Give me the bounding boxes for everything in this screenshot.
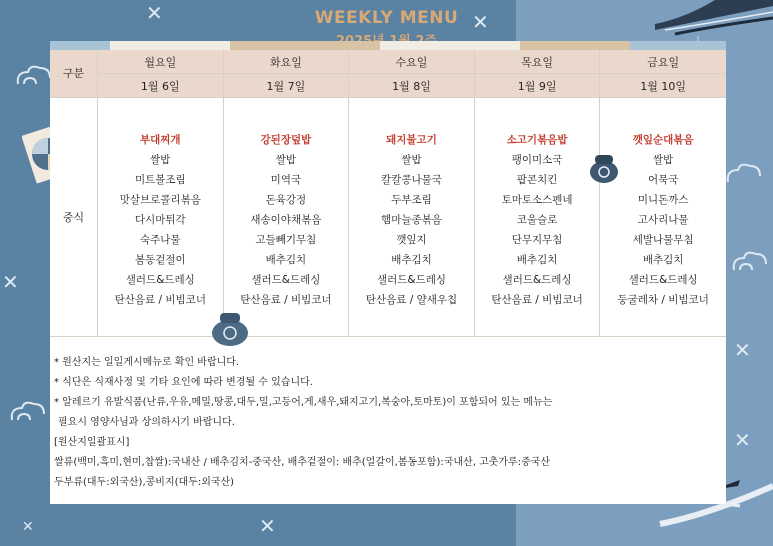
note-line: [원산지일괄표시]	[54, 437, 130, 448]
day-cell: 월요일	[98, 50, 224, 73]
menu-item: 쌀밥	[150, 154, 171, 166]
main-dish: 소고기볶음밥	[506, 134, 568, 146]
day-menu	[600, 98, 726, 336]
day-cell: 화요일	[224, 50, 350, 73]
sparkle-icon: ✕	[734, 338, 751, 362]
menu-item: 맛살브로콜리볶음	[119, 194, 201, 206]
date-header-row	[50, 74, 726, 98]
menu-item: 미트볼조림	[134, 174, 186, 186]
main-dish: 강된장덮밥	[260, 134, 312, 146]
menu-item: 고사리나물	[637, 214, 689, 226]
menu-item: 쌀밥	[275, 154, 297, 166]
note-line: 두부류(대두:외국산),콩비지(대두:외국산)	[54, 477, 235, 488]
stripe-segment	[380, 41, 520, 50]
menu-item: 배추김치	[265, 254, 307, 266]
date-cell: 1월 10일	[640, 79, 687, 93]
menu-item: 배추김치	[391, 254, 432, 266]
menu-item: 세발나물무침	[632, 234, 694, 246]
label-col-header: 구분	[50, 50, 98, 96]
cloud-icon	[724, 160, 764, 188]
sparkle-icon: ✕	[734, 428, 751, 452]
menu-item: 둥굴레차 / 비빔코너	[617, 294, 709, 306]
menu-item: 샐러드&드레싱	[376, 274, 446, 286]
menu-item: 고들빼기무침	[255, 234, 317, 246]
sparkle-icon: ✕	[146, 1, 163, 25]
cloud-icon	[8, 398, 48, 426]
day-menu	[98, 98, 224, 336]
pouch-illustration	[586, 151, 622, 185]
date-cell: 1월 7일	[224, 74, 350, 97]
day-menu	[224, 98, 350, 336]
menu-item: 봄동겉절이	[134, 254, 186, 266]
stripe-segment	[110, 41, 230, 50]
stripe-segment	[230, 41, 380, 50]
menu-item: 팽이미소국	[511, 154, 563, 166]
menu-item: 샐러드&드레싱	[251, 274, 321, 286]
day-menu	[475, 98, 601, 336]
menu-item: 팝콘치킨	[516, 174, 558, 186]
menu-item: 햄마늘종볶음	[381, 214, 442, 226]
pouch-illustration	[208, 307, 252, 347]
meal-label: 중식	[50, 98, 98, 336]
menu-item: 칼칼콩나물국	[381, 174, 442, 186]
date-cell: 1월 8일	[349, 74, 475, 97]
menu-item: 쌀밥	[401, 154, 422, 166]
menu-item: 다시마튀각	[134, 214, 186, 226]
note-line: * 알레르기 유발식품(난류,우유,메밀,땅콩,대두,밀,고등어,게,새우,돼지고기,복숭아,토마토)이 포함되어 있는 메뉴는	[54, 397, 553, 408]
menu-item: 돈육강정	[265, 194, 307, 206]
menu-card	[50, 41, 726, 504]
main-dish: 깻잎순대볶음	[632, 134, 694, 146]
menu-item: 탄산음료 / 비빔코너	[491, 294, 583, 306]
note-line: * 식단은 식재사정 및 기타 요인에 따라 변경될 수 있습니다.	[54, 377, 313, 388]
menu-item: 미니돈까스	[637, 194, 689, 206]
menu-item: 새송이야채볶음	[250, 214, 322, 226]
menu-item: 샐러드&드레싱	[502, 274, 572, 286]
stripe-segment	[520, 41, 630, 50]
menu-item: 탄산음료 / 얄새우칩	[365, 294, 458, 306]
sparkle-icon: ✕	[472, 10, 489, 34]
menu-item: 탄산음료 / 비빔코너	[114, 294, 206, 306]
lunch-row	[50, 98, 726, 337]
menu-table	[50, 50, 726, 337]
main-dish: 돼지불고기	[386, 134, 437, 146]
day-cell: 금요일	[647, 55, 680, 69]
menu-item: 코울슬로	[516, 214, 558, 226]
sparkle-icon: ✕	[2, 270, 19, 294]
date-cell: 1월 9일	[475, 74, 601, 97]
menu-item: 쌀밥	[653, 154, 674, 166]
menu-item: 깻잎지	[396, 234, 427, 246]
menu-item: 단무지무침	[511, 234, 563, 246]
menu-item: 토마토소스펜네	[501, 194, 573, 206]
cloud-icon	[14, 62, 54, 90]
day-cell: 목요일	[475, 50, 601, 73]
day-menu	[349, 98, 475, 336]
menu-item: 샐러드&드레싱	[628, 274, 698, 286]
cloud-icon	[730, 248, 770, 276]
menu-item: 어묵국	[647, 174, 679, 186]
menu-item: 샐러드&드레싱	[125, 274, 195, 286]
stripe-segment	[630, 41, 726, 50]
menu-item: 배추김치	[642, 254, 684, 266]
page-title: WEEKLY MENU	[314, 8, 459, 28]
menu-item: 미역국	[270, 174, 302, 186]
note-line: 필요시 영양사님과 상의하시기 바랍니다.	[58, 417, 235, 428]
menu-item: 배추김치	[516, 254, 558, 266]
note-line: * 원산지는 일일게시메뉴로 확인 바랍니다.	[54, 357, 240, 368]
day-cell: 수요일	[349, 50, 475, 73]
menu-item: 숙주나물	[140, 234, 181, 246]
sparkle-icon: ✕	[259, 514, 276, 538]
menu-item: 탄산음료 / 비빔코너	[240, 294, 332, 306]
sparkle-icon: ✕	[22, 519, 34, 535]
day-header-row	[50, 50, 726, 80]
menu-item: 두부조림	[391, 194, 432, 206]
note-line: 쌀류(백미,흑미,현미,찹쌀):국내산 / 배추김치-중국산, 배추겉절이: 배추(얼갈이,봄동포함):국내산, 고춧가루:중국산	[54, 457, 551, 468]
stripe-segment	[50, 41, 110, 50]
date-cell: 1월 6일	[98, 74, 224, 97]
main-dish: 부대찌개	[140, 134, 181, 146]
notes-section	[54, 353, 722, 493]
